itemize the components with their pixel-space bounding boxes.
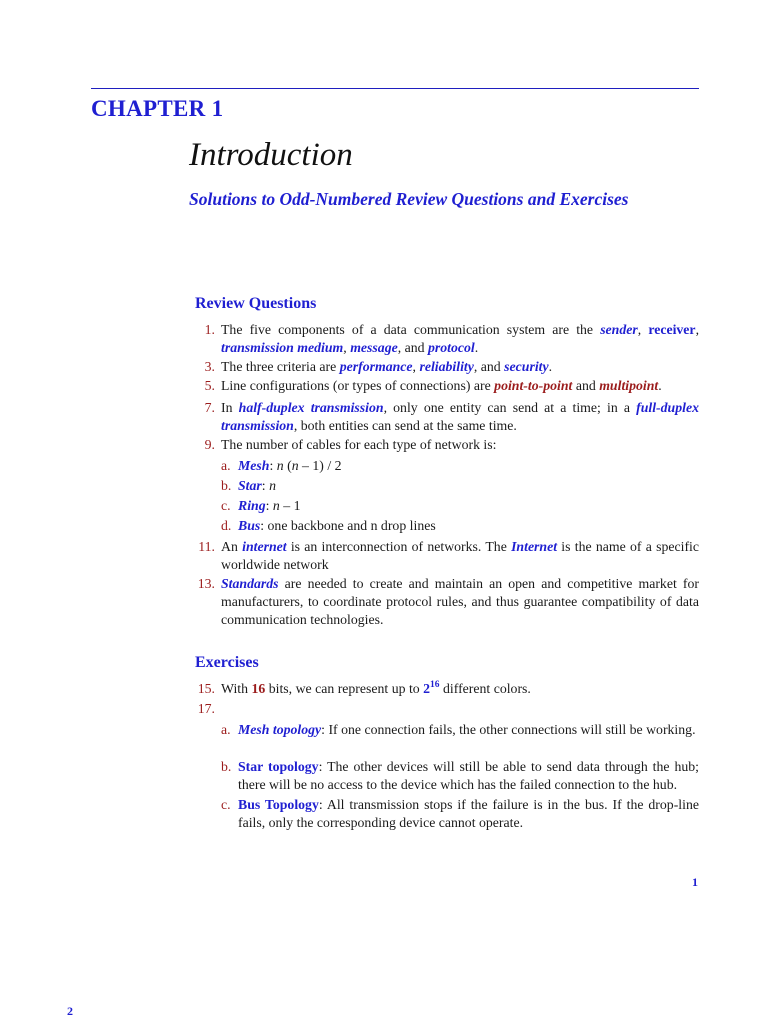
exercises-heading: Exercises [195,654,259,671]
subitem-bus: d. Bus: one backbone and n drop lines [221,518,436,533]
exercise-item-15 [191,680,699,698]
item-text: With 16 bits, we can represent up to $2^{16}$ different colors. [221,680,531,696]
review-item-3 [191,358,699,376]
page-number-left: 2 [67,1004,73,1018]
subitem-bus-topology: c. Bus Topology: All transmission stops if the failure is in the bus. If the drop-line fails, only the corresponding device cannot operate. [221,797,699,830]
page-number-right: 1 [692,875,698,889]
chapter-label: CHAPTER 1 [91,96,224,121]
item-number: 9. [204,437,215,452]
subitem-mesh: a. Mesh: n (n – 1) / 2 [221,458,342,473]
review-item-11 [191,538,699,574]
item-number: 7. [204,400,215,415]
chapter-subtitle: Solutions to Odd-Numbered Review Questions and Exercises [189,189,629,209]
item-text: In half-duplex transmission, only one entity can send at a time; in a full-duplex transmission, both entities can send at the same time. [221,400,699,433]
subitem-mesh-topology: a. Mesh topology: If one connection fails, the other connections will still be working. [221,722,696,737]
subitem-ring: c. Ring: n – 1 [221,498,301,513]
item-number: 11. [198,539,215,554]
review-questions-heading: Review Questions [195,295,317,312]
item-text: The number of cables for each type of network is: [221,437,497,452]
item-text: The five components of a data communication system are the sender, receiver, transmission medium, message, and protocol. [221,322,700,355]
item-number: 1. [204,322,215,337]
item-number: 5. [204,378,215,393]
review-item-1 [191,321,699,357]
item-text: Standards are needed to create and maintain an open and competitive market for manufacturers, to coordinate protocol rules, and thus guarantee compatibility of data communication technologies. [221,576,699,627]
item-number: 17. [197,701,215,716]
header-rule [91,88,699,89]
item-number: 3. [204,359,215,374]
subitem-star-topology: b. Star topology: The other devices will still be able to send data through the hub; there will be no access to the device which has the failed connection to the hub. [221,759,699,792]
chapter-title: Introduction [189,137,353,173]
review-item-9 [191,436,699,454]
subitem-star: b. Star: n [221,478,276,493]
review-item-13 [191,575,699,629]
item-text: An internet is an interconnection of networks. The Internet is the name of a specific worldwide network [221,539,699,572]
review-item-5 [191,377,699,395]
item-number: 13. [197,576,215,591]
item-number: 15. [197,681,215,696]
item-text: The three criteria are performance, reliability, and security. [221,359,553,374]
review-item-7 [191,399,699,435]
item-text: Line configurations (or types of connections) are point-to-point and multipoint. [221,378,662,393]
